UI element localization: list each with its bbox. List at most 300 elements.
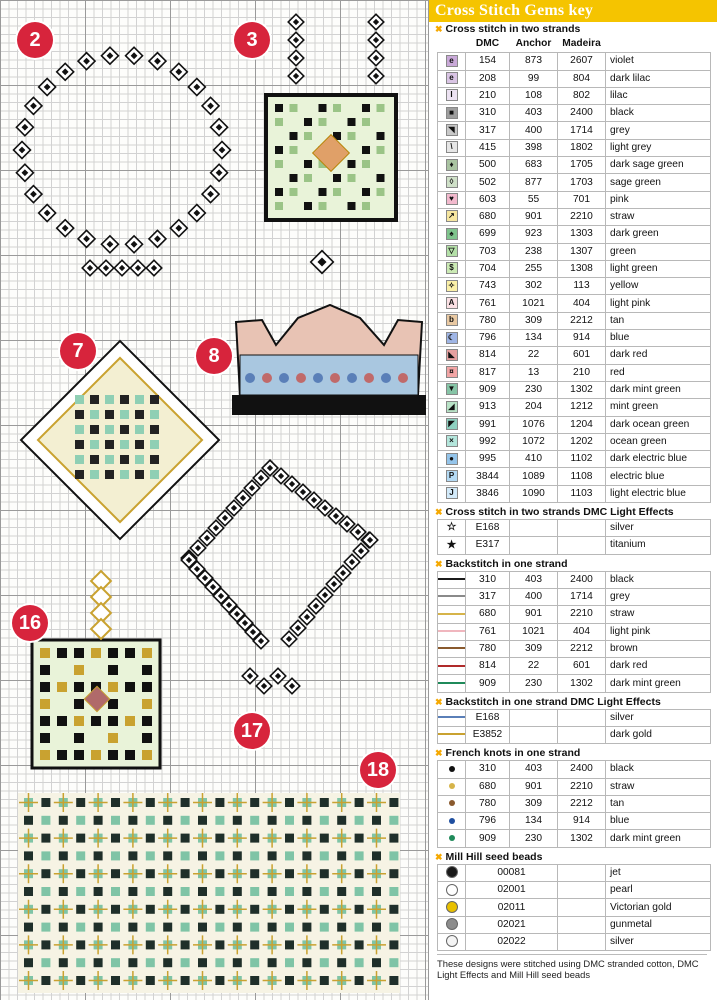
- band-pattern-18: [41, 905, 50, 914]
- anchor-cell: 99: [510, 70, 558, 87]
- band-pattern-18: [128, 887, 137, 896]
- colour-name-cell: dark electric blue: [606, 451, 711, 468]
- band-pattern-18: [76, 887, 85, 896]
- anchor-cell: 400: [510, 588, 558, 605]
- madeira-cell: 1202: [558, 433, 606, 450]
- band-pattern-18: [181, 816, 190, 825]
- madeira-cell: 2212: [558, 795, 606, 812]
- symbol-cell: [438, 451, 466, 468]
- band-pattern-18: [320, 958, 329, 967]
- star-pendant-16: [108, 733, 118, 743]
- band-pattern-18: [163, 887, 172, 896]
- band-pattern-18: [302, 887, 311, 896]
- diamond-brooch-7: [75, 455, 84, 464]
- diamond-brooch-7: [120, 470, 129, 479]
- madeira-cell: 1204: [558, 416, 606, 433]
- star-pendant-16: [142, 733, 152, 743]
- star-pendant-16: [91, 750, 101, 760]
- band-pattern-18: [355, 905, 364, 914]
- crown-8: [381, 373, 391, 383]
- star-pendant-16: [57, 716, 67, 726]
- star-pendant-16: [108, 665, 118, 675]
- dmc-cell: 3844: [466, 468, 510, 485]
- dmc-cell: 703: [466, 243, 510, 260]
- symbol-cell: [438, 709, 466, 726]
- table-row: [438, 537, 711, 554]
- band-pattern-18: [389, 798, 398, 807]
- square-pendant-3: [275, 146, 283, 154]
- band-pattern-18: [285, 905, 294, 914]
- anchor-cell: 901: [510, 778, 558, 795]
- colour-name-cell: jet: [606, 864, 711, 881]
- band-pattern-18: [198, 851, 207, 860]
- band-pattern-18: [76, 834, 85, 843]
- dmc-cell: 310: [466, 105, 510, 122]
- band-pattern-18: [372, 923, 381, 932]
- square-pendant-3: [333, 104, 341, 112]
- band-pattern-18: [76, 923, 85, 932]
- madeira-cell: 404: [558, 623, 606, 640]
- empty-cell: [558, 933, 606, 950]
- table-row: [438, 157, 711, 174]
- band-pattern-18: [268, 923, 277, 932]
- band-pattern-18: [233, 958, 242, 967]
- diamond-brooch-7: [90, 455, 99, 464]
- band-pattern-18: [355, 887, 364, 896]
- square-pendant-3: [290, 146, 298, 154]
- section-heading-backstitch: ✖ Backstitch in one strand: [435, 557, 568, 570]
- star-pendant-16: [91, 619, 111, 639]
- colour-name-cell: electric blue: [606, 468, 711, 485]
- band-pattern-18: [76, 816, 85, 825]
- stitch-symbol-icon: ▼: [446, 383, 458, 395]
- band-pattern-18: [76, 958, 85, 967]
- symbol-cell: [438, 571, 466, 588]
- colour-name-cell: sage green: [606, 174, 711, 191]
- colour-name-cell: light green: [606, 260, 711, 277]
- band-pattern-18: [285, 869, 294, 878]
- table-row: [438, 208, 711, 225]
- square-pendant-3: [319, 188, 327, 196]
- square-pendant-3: [304, 132, 312, 140]
- band-pattern-18: [181, 834, 190, 843]
- band-pattern-18: [24, 923, 33, 932]
- band-pattern-18: [41, 869, 50, 878]
- star-pendant-16: [91, 648, 101, 658]
- band-pattern-18: [215, 923, 224, 932]
- diamond-brooch-7: [120, 440, 129, 449]
- table-row: [438, 174, 711, 191]
- band-pattern-18: [76, 976, 85, 985]
- crown-8: [279, 373, 289, 383]
- dmc-cell: 502: [466, 174, 510, 191]
- symbol-cell: [438, 726, 466, 743]
- band-pattern-18: [250, 976, 259, 985]
- bead-code-cell: 02022: [466, 933, 558, 950]
- star-pendant-16: [40, 665, 50, 675]
- table-row: [438, 260, 711, 277]
- stitch-symbol-icon: e: [446, 55, 458, 67]
- symbol-cell: [438, 399, 466, 416]
- symbol-cell: [438, 416, 466, 433]
- table-row: [438, 761, 711, 778]
- symbol-cell: [438, 191, 466, 208]
- table-row: [438, 295, 711, 312]
- diamond-brooch-7: [90, 470, 99, 479]
- stitch-symbol-icon: ■: [446, 107, 458, 119]
- band-pattern-18: [337, 851, 346, 860]
- symbol-cell: [438, 899, 466, 916]
- colour-name-cell: silver: [606, 933, 711, 950]
- band-pattern-18: [320, 798, 329, 807]
- star-pendant-16: [108, 682, 118, 692]
- backstitch-line-icon: [438, 733, 466, 735]
- anchor-cell: 309: [510, 640, 558, 657]
- diamond-brooch-7: [90, 440, 99, 449]
- header-anchor: Anchor: [510, 36, 558, 53]
- dmc-cell: E168: [466, 520, 510, 537]
- band-pattern-18: [76, 869, 85, 878]
- square-pendant-3: [362, 188, 370, 196]
- empty-cell: [558, 864, 606, 881]
- band-pattern-18: [111, 869, 120, 878]
- dmc-cell: 680: [466, 778, 510, 795]
- symbol-cell: [438, 813, 466, 830]
- anchor-cell: 108: [510, 87, 558, 104]
- band-pattern-18: [111, 905, 120, 914]
- colour-name-cell: pink: [606, 191, 711, 208]
- band-pattern-18: [111, 851, 120, 860]
- chart-number-7: 7: [60, 333, 96, 369]
- band-pattern-18: [146, 976, 155, 985]
- stitch-symbol-icon: ▽: [446, 245, 458, 257]
- band-pattern-18: [233, 923, 242, 932]
- band-pattern-18: [181, 905, 190, 914]
- colour-name-cell: ocean green: [606, 433, 711, 450]
- band-pattern-18: [320, 905, 329, 914]
- diamond-brooch-7: [105, 470, 114, 479]
- table-row: [438, 882, 711, 899]
- colour-name-cell: titanium: [606, 537, 711, 554]
- band-pattern-18: [302, 851, 311, 860]
- backstitch-table: [437, 571, 711, 693]
- symbol-cell: [438, 830, 466, 847]
- diamond-brooch-7: [120, 410, 129, 419]
- colour-name-cell: dark sage green: [606, 157, 711, 174]
- colour-name-cell: dark green: [606, 226, 711, 243]
- symbol-cell: [438, 260, 466, 277]
- dmc-cell: E3852: [466, 726, 510, 743]
- backstitch-line-icon: [438, 716, 466, 718]
- madeira-cell: 2210: [558, 778, 606, 795]
- square-pendant-3: [377, 174, 385, 182]
- band-pattern-18: [94, 851, 103, 860]
- madeira-cell: [558, 537, 606, 554]
- star-pendant-16: [74, 648, 84, 658]
- diamond-brooch-7: [135, 410, 144, 419]
- square-pendant-3: [304, 118, 312, 126]
- band-pattern-18: [59, 816, 68, 825]
- stitch-symbol-icon: \: [446, 141, 458, 153]
- crown-8: [398, 373, 408, 383]
- crown-8: [296, 373, 306, 383]
- french-knots-table: [437, 760, 711, 847]
- stitch-symbol-icon: ◢: [446, 401, 458, 413]
- symbol-cell: [438, 295, 466, 312]
- square-pendant-3: [348, 160, 356, 168]
- anchor-cell: 403: [510, 105, 558, 122]
- colour-name-cell: dark mint green: [606, 675, 711, 692]
- colour-name-cell: straw: [606, 778, 711, 795]
- band-pattern-18: [215, 958, 224, 967]
- madeira-cell: 1302: [558, 381, 606, 398]
- band-pattern-18: [355, 976, 364, 985]
- anchor-cell: 683: [510, 157, 558, 174]
- band-pattern-18: [146, 816, 155, 825]
- symbol-cell: [438, 70, 466, 87]
- band-pattern-18: [355, 958, 364, 967]
- colour-name-cell: black: [606, 761, 711, 778]
- table-row: [438, 312, 711, 329]
- anchor-cell: [510, 520, 558, 537]
- band-pattern-18: [250, 869, 259, 878]
- diamond-brooch-7: [120, 395, 129, 404]
- band-pattern-18: [355, 816, 364, 825]
- band-pattern-18: [198, 887, 207, 896]
- band-pattern-18: [389, 905, 398, 914]
- anchor-cell: 873: [510, 53, 558, 70]
- diamond-brooch-7: [120, 425, 129, 434]
- band-pattern-18: [250, 798, 259, 807]
- square-pendant-3: [377, 146, 385, 154]
- band-pattern-18: [355, 940, 364, 949]
- anchor-cell: 1090: [510, 485, 558, 502]
- diamond-brooch-7: [135, 455, 144, 464]
- backstitch-line-icon: [438, 595, 466, 597]
- dmc-cell: 154: [466, 53, 510, 70]
- band-pattern-18: [163, 851, 172, 860]
- band-pattern-18: [302, 816, 311, 825]
- symbol-cell: [438, 588, 466, 605]
- cross-stitch-rows: [438, 53, 711, 503]
- table-row: [438, 640, 711, 657]
- band-pattern-18: [285, 923, 294, 932]
- anchor-cell: 22: [510, 347, 558, 364]
- band-pattern-18: [320, 851, 329, 860]
- madeira-cell: 1714: [558, 588, 606, 605]
- colour-name-cell: black: [606, 105, 711, 122]
- band-pattern-18: [372, 816, 381, 825]
- anchor-cell: 400: [510, 122, 558, 139]
- square-pendant-3: [319, 202, 327, 210]
- table-row: [438, 623, 711, 640]
- symbol-cell: [438, 468, 466, 485]
- symbol-cell: [438, 243, 466, 260]
- band-pattern-18: [146, 887, 155, 896]
- dmc-cell: 780: [466, 312, 510, 329]
- colour-name-cell: violet: [606, 53, 711, 70]
- square-pendant-3: [319, 104, 327, 112]
- stitch-symbol-icon: ◥: [446, 124, 458, 136]
- stitch-symbol-icon: ♦: [446, 159, 458, 171]
- table-row: [438, 416, 711, 433]
- table-row: [438, 606, 711, 623]
- star-pendant-16: [108, 699, 118, 709]
- anchor-cell: 238: [510, 243, 558, 260]
- symbol-cell: [438, 433, 466, 450]
- header-name: [606, 36, 711, 53]
- square-pendant-3: [290, 132, 298, 140]
- band-pattern-18: [233, 816, 242, 825]
- symbol-cell: [438, 226, 466, 243]
- band-pattern-18: [215, 940, 224, 949]
- square-pendant-3: [362, 160, 370, 168]
- symbol-cell: [438, 640, 466, 657]
- anchor-cell: 923: [510, 226, 558, 243]
- band-pattern-18: [285, 958, 294, 967]
- anchor-cell: 309: [510, 795, 558, 812]
- band-pattern-18: [389, 940, 398, 949]
- symbol-cell: [438, 864, 466, 881]
- table-row: [438, 778, 711, 795]
- dmc-cell: 317: [466, 588, 510, 605]
- square-pendant-3: [333, 188, 341, 196]
- diamond-brooch-7: [150, 455, 159, 464]
- band-pattern-18: [302, 923, 311, 932]
- symbol-cell: [438, 174, 466, 191]
- band-pattern-18: [41, 958, 50, 967]
- madeira-cell: 1703: [558, 174, 606, 191]
- section-heading-seed-beads: ✖ Mill Hill seed beads: [435, 850, 543, 863]
- madeira-cell: 1802: [558, 139, 606, 156]
- french-knot-icon: [449, 766, 455, 772]
- anchor-cell: 410: [510, 451, 558, 468]
- star-pendant-16: [40, 750, 50, 760]
- diamond-brooch-7: [150, 425, 159, 434]
- band-pattern-18: [181, 940, 190, 949]
- band-pattern-18: [181, 887, 190, 896]
- anchor-cell: 877: [510, 174, 558, 191]
- square-pendant-3: [275, 188, 283, 196]
- band-pattern-18: [355, 834, 364, 843]
- band-pattern-18: [41, 923, 50, 932]
- band-pattern-18: [268, 958, 277, 967]
- band-pattern-18: [24, 887, 33, 896]
- madeira-cell: 1302: [558, 830, 606, 847]
- star-pendant-16: [142, 648, 152, 658]
- band-pattern-18: [250, 834, 259, 843]
- stitch-symbol-icon: J: [446, 487, 458, 499]
- diamond-brooch-7: [75, 470, 84, 479]
- stitch-symbol-icon: ●: [446, 453, 458, 465]
- square-pendant-3: [275, 104, 283, 112]
- star-pendant-16: [74, 733, 84, 743]
- anchor-cell: 22: [510, 658, 558, 675]
- star-pendant-16: [40, 699, 50, 709]
- band-pattern-18: [41, 834, 50, 843]
- seed-beads-table: [437, 864, 711, 951]
- band-pattern-18: [181, 958, 190, 967]
- crown-8: [330, 373, 340, 383]
- stitch-symbol-icon: ♥: [446, 193, 458, 205]
- anchor-cell: 230: [510, 830, 558, 847]
- colour-name-cell: silver: [606, 520, 711, 537]
- symbol-cell: [438, 278, 466, 295]
- madeira-cell: 804: [558, 70, 606, 87]
- diamond-brooch-7: [135, 395, 144, 404]
- section-heading-cross-stitch-light-effects: ✖ Cross stitch in two strands DMC Light Effects: [435, 506, 674, 519]
- table-row: [438, 899, 711, 916]
- band-pattern-18: [163, 923, 172, 932]
- table-row: [438, 916, 711, 933]
- symbol-cell: [438, 122, 466, 139]
- symbol-cell: [438, 778, 466, 795]
- square-pendant-3: [362, 118, 370, 126]
- square-pendant-3: [275, 202, 283, 210]
- star-pendant-16: [40, 733, 50, 743]
- band-pattern-18: [250, 816, 259, 825]
- anchor-cell: [510, 537, 558, 554]
- madeira-cell: 210: [558, 364, 606, 381]
- star-pendant-16: [74, 699, 84, 709]
- symbol-cell: [438, 882, 466, 899]
- table-row: [438, 139, 711, 156]
- band-pattern-18: [198, 816, 207, 825]
- anchor-cell: 309: [510, 312, 558, 329]
- star-bullet-icon: ✖: [435, 696, 443, 707]
- band-pattern-18: [111, 816, 120, 825]
- crown-8: [262, 373, 272, 383]
- seed-bead-icon: [446, 935, 458, 947]
- anchor-cell: 134: [510, 813, 558, 830]
- square-pendant-3: [362, 146, 370, 154]
- anchor-cell: 230: [510, 675, 558, 692]
- stitch-symbol-icon: ☾: [446, 332, 458, 344]
- star-pendant-16: [57, 682, 67, 692]
- table-row: [438, 675, 711, 692]
- madeira-cell: 2212: [558, 640, 606, 657]
- symbol-cell: [438, 208, 466, 225]
- madeira-cell: 802: [558, 87, 606, 104]
- diamond-brooch-7: [105, 440, 114, 449]
- colour-name-cell: dark red: [606, 347, 711, 364]
- star-pendant-16: [91, 716, 101, 726]
- key-title: Cross Stitch Gems key: [429, 0, 717, 22]
- square-pendant-3: [348, 174, 356, 182]
- dmc-cell: 796: [466, 813, 510, 830]
- dmc-cell: 817: [466, 364, 510, 381]
- cross-stitch-light-effects-table: [437, 519, 711, 555]
- colour-name-cell: tan: [606, 795, 711, 812]
- band-pattern-18: [215, 887, 224, 896]
- anchor-cell: 901: [510, 606, 558, 623]
- band-pattern-18: [146, 905, 155, 914]
- madeira-cell: 404: [558, 295, 606, 312]
- dmc-cell: 208: [466, 70, 510, 87]
- star-pendant-16: [108, 648, 118, 658]
- crown-8: [313, 373, 323, 383]
- colour-name-cell: light grey: [606, 139, 711, 156]
- chart-number-17: 17: [234, 713, 270, 749]
- band-pattern-18: [285, 887, 294, 896]
- stitch-symbol-icon: ◣: [446, 349, 458, 361]
- band-pattern-18: [94, 816, 103, 825]
- anchor-cell: 1021: [510, 295, 558, 312]
- cross-stitch-table: [437, 36, 711, 503]
- colour-name-cell: dark red: [606, 658, 711, 675]
- colour-name-cell: light pink: [606, 295, 711, 312]
- symbol-cell: [438, 381, 466, 398]
